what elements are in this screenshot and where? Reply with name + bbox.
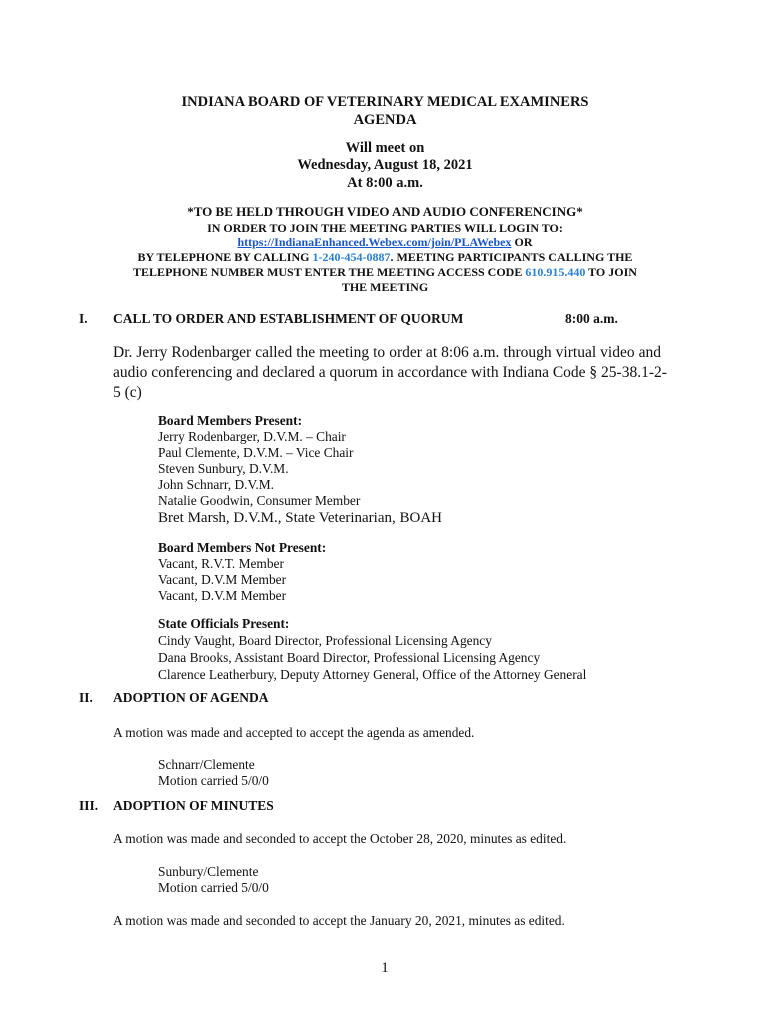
member-item: Natalie Goodwin, Consumer Member (158, 493, 361, 508)
section-1-title: CALL TO ORDER AND ESTABLISHMENT OF QUORUM (113, 311, 464, 326)
minutes-motion-result: Motion carried 5/0/0 (158, 880, 269, 895)
webex-link[interactable]: https://IndianaEnhanced.Webex.com/join/PLAWebex (237, 235, 512, 249)
official-item: Cindy Vaught, Board Director, Professional Licensing Agency (158, 633, 492, 648)
phone-prefix: BY TELEPHONE BY CALLING (137, 250, 313, 264)
member-item: Steven Sunbury, D.V.M. (158, 461, 289, 476)
access-prefix: TELEPHONE NUMBER MUST ENTER THE MEETING ACCESS CODE (133, 265, 526, 279)
notice-last-line: THE MEETING (341, 280, 429, 294)
minutes-motion-text-1: A motion was made and seconded to accept the October 28, 2020, minutes as edited. (113, 831, 567, 846)
access-code-line (0, 265, 770, 280)
section-1-number: I. (79, 311, 88, 326)
access-code: 610.915.440 (525, 265, 586, 279)
page-number: 1 (381, 960, 389, 976)
login-instruction: IN ORDER TO JOIN THE MEETING PARTIES WILL LOGIN TO: (207, 221, 563, 235)
absent-member-item: Vacant, D.V.M Member (158, 572, 287, 587)
meet-date: Wednesday, August 18, 2021 (297, 157, 473, 173)
minutes-mover: Sunbury/Clemente (158, 864, 259, 879)
access-suffix: TO JOIN (585, 265, 637, 279)
call-to-order-line-1: Dr. Jerry Rodenbarger called the meeting to order at 8:06 a.m. through virtual video and (113, 344, 661, 361)
meet-time: At 8:00 a.m. (347, 175, 423, 191)
official-item: Dana Brooks, Assistant Board Director, Professional Licensing Agency (158, 650, 541, 665)
agenda-title: AGENDA (353, 112, 417, 128)
conference-notice: *TO BE HELD THROUGH VIDEO AND AUDIO CONFERENCING* (187, 204, 583, 219)
meet-line-1: Will meet on (345, 140, 425, 156)
agenda-motion-result: Motion carried 5/0/0 (158, 773, 269, 788)
agenda-motion-text: A motion was made and accepted to accept the agenda as amended. (113, 725, 475, 740)
section-2-number: II. (79, 690, 93, 705)
call-to-order-line-2: audio conferencing and declared a quorum in accordance with Indiana Code § 25-38.1-2- (113, 364, 667, 381)
member-item: Bret Marsh, D.V.M., State Veterinarian, BOAH (158, 510, 442, 526)
section-3-number: III. (79, 798, 99, 813)
section-1-time: 8:00 a.m. (565, 311, 618, 326)
member-item: John Schnarr, D.V.M. (158, 477, 275, 492)
absent-member-item: Vacant, R.V.T. Member (158, 556, 284, 571)
members-not-present-heading: Board Members Not Present: (158, 540, 327, 555)
webex-or: OR (511, 235, 533, 249)
member-item: Jerry Rodenbarger, D.V.M. – Chair (158, 429, 346, 444)
absent-member-item: Vacant, D.V.M Member (158, 588, 287, 603)
board-title: INDIANA BOARD OF VETERINARY MEDICAL EXAMINERS (181, 94, 589, 110)
section-2-title: ADOPTION OF AGENDA (113, 690, 269, 705)
section-3-title: ADOPTION OF MINUTES (113, 798, 274, 813)
call-to-order-line-3: 5 (c) (113, 384, 142, 401)
webex-line (0, 235, 770, 250)
officials-heading: State Officials Present: (158, 616, 290, 631)
phone-number[interactable]: 1-240-454-0887 (312, 250, 391, 264)
phone-line (0, 250, 770, 265)
minutes-motion-text-2: A motion was made and seconded to accept the January 20, 2021, minutes as edited. (113, 913, 565, 928)
agenda-mover: Schnarr/Clemente (158, 757, 255, 772)
member-item: Paul Clemente, D.V.M. – Vice Chair (158, 445, 354, 460)
official-item: Clarence Leatherbury, Deputy Attorney General, Office of the Attorney General (158, 667, 587, 682)
members-present-heading: Board Members Present: (158, 413, 303, 428)
phone-suffix: . MEETING PARTICIPANTS CALLING THE (390, 250, 633, 264)
